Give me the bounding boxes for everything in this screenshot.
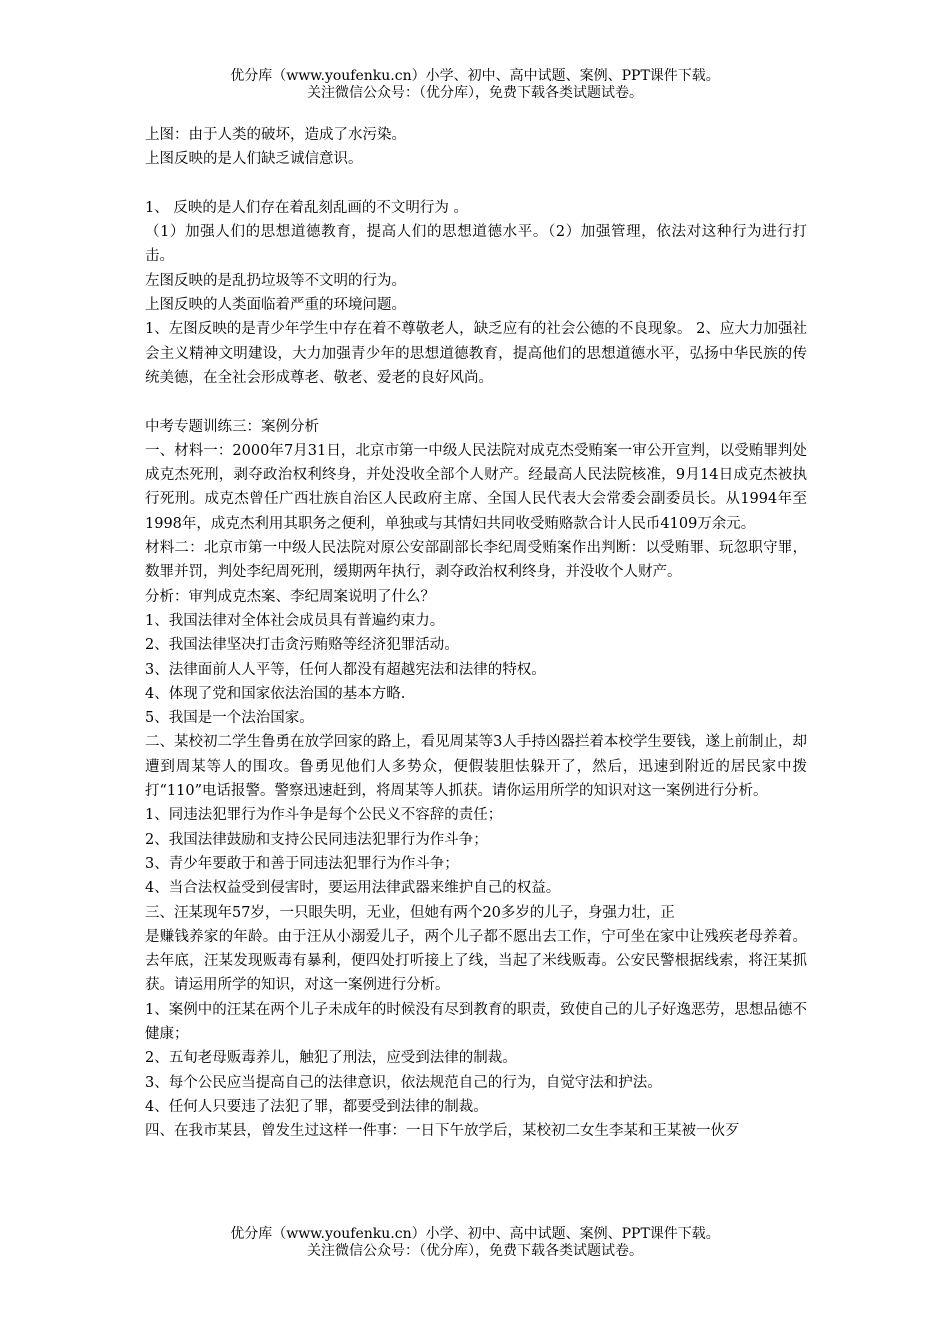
footer-line-1: 优分库（www.youfenku.cn）小学、初中、高中试题、案例、PPT课件下载。: [230, 1226, 720, 1242]
paragraph: 上图反映的是人们缺乏诚信意识。: [145, 151, 363, 168]
blank-line: [145, 390, 807, 414]
list-item: 1、同违法犯罪行为作斗争是每个公民义不容辞的责任；: [145, 807, 503, 824]
page-footer: [0, 1226, 950, 1260]
paragraph: 1、 反映的是人们存在着乱刻乱画的不文明行为 。: [145, 199, 468, 216]
paragraph: 材料二：北京市第一中级人民法院对原公安部副部长李纪周受贿案作出判断：以受贿罪、玩忽职守罪，数罪并罚，判处李纪周死刑，缓期两年执行，剥夺政治权利终身，并没收个人财产。: [145, 540, 807, 581]
list-item: 4、体现了党和国家依法治国的基本方略.: [145, 685, 406, 702]
paragraph: 上图：由于人类的破坏，造成了水污染。: [145, 127, 406, 143]
list-item: 3、法律面前人人平等，任何人都没有超越宪法和法律的特权。: [145, 661, 546, 678]
page-header: [0, 68, 950, 102]
paragraph: 四、在我市某县，曾发生过这样一件事：一日下午放学后，某校初二女生李某和王某被一伙歹: [145, 1123, 740, 1140]
paragraph: 是赚钱养家的年龄。由于汪从小溺爱儿子，两个儿子都不愿出去工作，宁可坐在家中让残疾老母养着。去年底，汪某发现贩毒有暴利，便四处打听接上了线，当起了米线贩毒。公安民警根据线索，将汪某抓获。请运用所学的知识，对这一案例进行分析。: [145, 928, 807, 994]
paragraph: 上图反映的人类面临着严重的环境问题。: [145, 297, 406, 314]
list-item: 2、我国法律坚决打击贪污贿赂等经济犯罪活动。: [145, 637, 459, 654]
header-line-2: 关注微信公众号：（优分库），免费下载各类试题试卷。: [307, 85, 643, 101]
section-title: 中考专题训练三：案例分析: [145, 418, 319, 435]
list-item: 2、五旬老母贩毒养儿，触犯了刑法，应受到法律的制裁。: [145, 1050, 517, 1067]
paragraph: 三、汪某现年57岁，一只眼失明，无业，但她有两个20多岁的儿子，身强力壮，正: [145, 904, 675, 921]
list-item: 3、青少年要敢于和善于同违法犯罪行为作斗争；: [145, 855, 459, 872]
paragraph: 二、某校初二学生鲁勇在放学回家的路上，看见周某等3人手持凶器拦着本校学生要钱，遂上前制止，却遭到周某等人的围攻。鲁勇见他们人多势众，便假装胆怯躲开了，然后，迅速到附近的居民家中拨打“110”电话报警。警察迅速赶到，将周某等人抓获。请你运用所学的知识对这一案例进行分析。: [145, 734, 807, 800]
list-item: 4、当合法权益受到侵害时，要运用法律武器来维护自己的权益。: [145, 880, 561, 897]
list-item: 1、案例中的汪某在两个儿子未成年的时候没有尽到教育的职责，致使自己的儿子好逸恶劳，思想品德不健康；: [145, 1001, 807, 1042]
list-item: 1、我国法律对全体社会成员具有普遍约束力。: [145, 612, 445, 629]
list-item: 2、我国法律鼓励和支持公民同违法犯罪行为作斗争；: [145, 831, 488, 848]
list-item: 3、每个公民应当提高自己的法律意识，依法规范自己的行为，自觉守法和护法。: [145, 1074, 662, 1091]
paragraph: 左图反映的是乱扔垃圾等不文明的行为。: [145, 272, 406, 289]
footer-line-2: 关注微信公众号：（优分库），免费下载各类试题试卷。: [307, 1243, 643, 1259]
document-body: [145, 123, 807, 1143]
list-item: 4、任何人只要违了法犯了罪，都要受到法律的制裁。: [145, 1098, 488, 1115]
paragraph: 1、左图反映的是青少年学生中存在着不尊敬老人，缺乏应有的社会公德的不良现象。 2、应大力加强社会主义精神文明建设，大力加强青少年的思想道德教育，提高他们的思想道德水平，弘扬中华民族的传统美德，在全社会形成尊老、敬老、爱老的良好风尚。: [145, 321, 807, 386]
paragraph: （1）加强人们的思想道德教育，提高人们的思想道德水平。（2）加强管理，依法对这种行为进行打击。: [145, 224, 807, 265]
header-line-1: 优分库（www.youfenku.cn）小学、初中、高中试题、案例、PPT课件下载。: [230, 68, 720, 84]
paragraph: 分析：审判成克杰案、李纪周案说明了什么？: [145, 588, 435, 605]
blank-line: [145, 172, 807, 196]
paragraph: 一、材料一：2000年7月31日，北京市第一中级人民法院对成克杰受贿案一审公开宣判，以受贿罪判处成克杰死刑，剥夺政治权利终身，并处没收全部个人财产。经最高人民法院核准，9月14日成克杰被执行死刑。成克杰曾任广西壮族自治区人民政府主席、全国人民代表大会常委会副委员长。从1994年至1998年，成克杰利用其职务之便利，单独或与其情妇共同收受贿赂款合计人民币4109万余元。: [145, 442, 807, 532]
list-item: 5、我国是一个法治国家。: [145, 710, 314, 727]
